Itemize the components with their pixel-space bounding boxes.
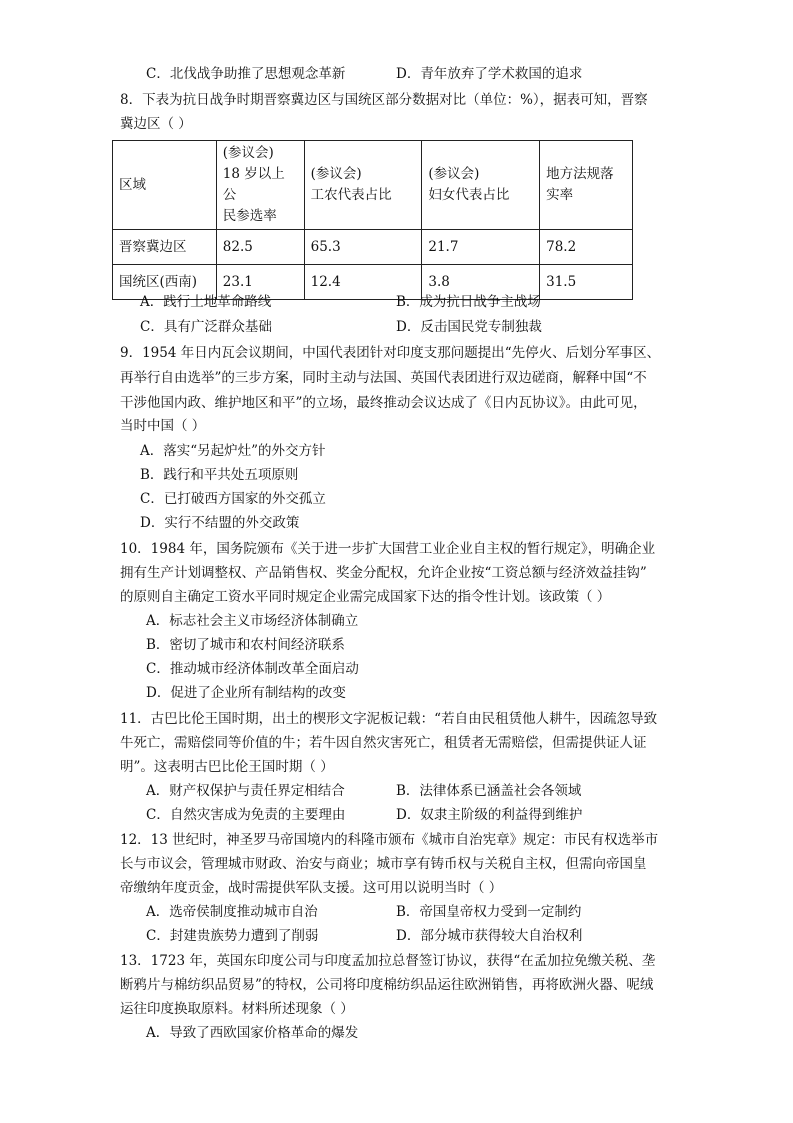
q8-option-a[interactable]: A．践行土地革命路线: [140, 294, 272, 310]
q9-stem-line1: 9．1954 年日内瓦会议期间，中国代表团针对印度支那问题提出“先停火、后划分军事区、: [120, 345, 661, 361]
table-header-cell: (参议会) 妇女代表占比: [422, 141, 540, 230]
table-header-cell: 地方法规落 实率: [540, 141, 633, 230]
q9-stem-line3: 干涉他国内政、维护地区和平”的立场，最终推动会议达成了《日内瓦协议》。由此可见，: [120, 395, 647, 411]
q11-stem-line2: 牛死亡，需赔偿同等价值的牛；若牛因自然灾害死亡，租赁者无需赔偿，但需提供证人证: [120, 735, 647, 751]
table-cell: 82.5: [216, 230, 304, 265]
table-cell: 31.5: [540, 265, 633, 300]
table-cell: 3.8: [422, 265, 540, 300]
table-cell: 国统区(西南): [113, 265, 217, 300]
q8-option-c[interactable]: C．具有广泛群众基础: [140, 319, 272, 335]
q12-option-c[interactable]: C．封建贵族势力遭到了削弱: [146, 928, 319, 944]
q10-stem-line1: 10．1984 年，国务院颁布《关于进一步扩大国营工业企业自主权的暂行规定》，明确企业: [120, 541, 656, 557]
q7-option-d[interactable]: D．青年放弃了学术救国的追求: [396, 66, 583, 82]
table-header-cell: (参议会) 工农代表占比: [304, 141, 422, 230]
q9-option-d[interactable]: D．实行不结盟的外交政策: [140, 515, 300, 531]
q8-option-d[interactable]: D．反击国民党专制独裁: [396, 319, 542, 335]
q9-stem-line2: 再举行自由选举”的三步方案，同时主动与法国、英国代表团进行双边磋商，解释中国“不: [120, 370, 647, 386]
q10-option-c[interactable]: C．推动城市经济体制改革全面启动: [146, 661, 359, 677]
q8-option-b[interactable]: B．成为抗日战争主战场: [396, 294, 541, 310]
q10-option-d[interactable]: D．促进了企业所有制结构的改变: [146, 685, 346, 701]
table-cell: 65.3: [304, 230, 422, 265]
q12-stem-line2: 长与市议会，管理城市财政、治安与商业；城市享有铸币权与关税自主权，但需向帝国皇: [120, 856, 647, 872]
table-header-cell: 区域: [113, 141, 217, 230]
table-header-cell: (参议会) 18 岁以上公 民参选率: [216, 141, 304, 230]
q12-stem-line3: 帝缴纳年度贡金，战时需提供军队支援。这可用以说明当时（ ）: [120, 880, 503, 896]
q13-stem-line1: 13．1723 年，英国东印度公司与印度孟加拉总督签订协议，获得“在孟加拉免缴关税、垄: [120, 953, 656, 969]
q10-stem-line2: 拥有生产计划调整权、产品销售权、奖金分配权，允许企业按“工资总额与经济效益挂钩”: [120, 565, 647, 581]
q9-option-a[interactable]: A．落实“另起炉灶”的外交方针: [140, 443, 326, 459]
table-cell: 晋察冀边区: [113, 230, 217, 265]
q10-option-b[interactable]: B．密切了城市和农村间经济联系: [146, 637, 345, 653]
q9-stem-line4: 当时中国（ ）: [120, 418, 206, 434]
q12-option-d[interactable]: D．部分城市获得较大自治权利: [396, 928, 583, 944]
q11-option-a[interactable]: A．财产权保护与责任界定相结合: [146, 783, 345, 799]
q10-stem-line3: 的原则自主确定工资水平同时规定企业需完成国家下达的指令性计划。该政策（ ）: [120, 589, 611, 605]
q12-option-b[interactable]: B．帝国皇帝权力受到一定制约: [396, 904, 582, 920]
q13-stem-line2: 断鸦片与棉纺织品贸易”的特权，公司将印度棉纺织品运往欧洲销售，再将欧洲火器、呢绒: [120, 977, 654, 993]
q9-option-c[interactable]: C．已打破西方国家的外交孤立: [140, 491, 326, 507]
table-cell: 12.4: [304, 265, 422, 300]
q10-option-a[interactable]: A．标志社会主义市场经济体制确立: [146, 613, 359, 629]
q12-stem-line1: 12．13 世纪时，神圣罗马帝国境内的科隆市颁布《城市自治宪章》规定：市民有权选举市: [120, 832, 659, 848]
q8-data-table: [112, 140, 633, 300]
q12-option-a[interactable]: A．选帝侯制度推动城市自治: [146, 904, 318, 920]
q11-stem-line3: 明”。这表明古巴比伦王国时期（ ）: [120, 759, 334, 775]
table-cell: 78.2: [540, 230, 633, 265]
q11-option-c[interactable]: C．自然灾害成为免责的主要理由: [146, 807, 346, 823]
q9-option-b[interactable]: B．践行和平共处五项原则: [140, 467, 299, 483]
q13-stem-line3: 运往印度换取原料。材料所述现象（ ）: [120, 1001, 354, 1017]
table-header-row: [113, 141, 633, 230]
table-cell: 21.7: [422, 230, 540, 265]
q8-stem-line2: 冀边区（ ）: [120, 116, 192, 132]
q8-stem-line1: 8．下表为抗日战争时期晋察冀边区与国统区部分数据对比（单位：%），据表可知，晋察: [120, 92, 648, 108]
q11-option-d[interactable]: D．奴隶主阶级的利益得到维护: [396, 807, 583, 823]
table-cell: 23.1: [216, 265, 304, 300]
q11-stem-line1: 11．古巴比伦王国时期，出土的楔形文字泥板记载：“若自由民租赁他人耕牛，因疏忽导致: [120, 711, 658, 727]
table-row: [113, 230, 633, 265]
q13-option-a[interactable]: A．导致了西欧国家价格革命的爆发: [146, 1025, 359, 1041]
q11-option-b[interactable]: B．法律体系已涵盖社会各领域: [396, 783, 582, 799]
q7-option-c[interactable]: C．北伐战争助推了思想观念革新: [146, 66, 346, 82]
